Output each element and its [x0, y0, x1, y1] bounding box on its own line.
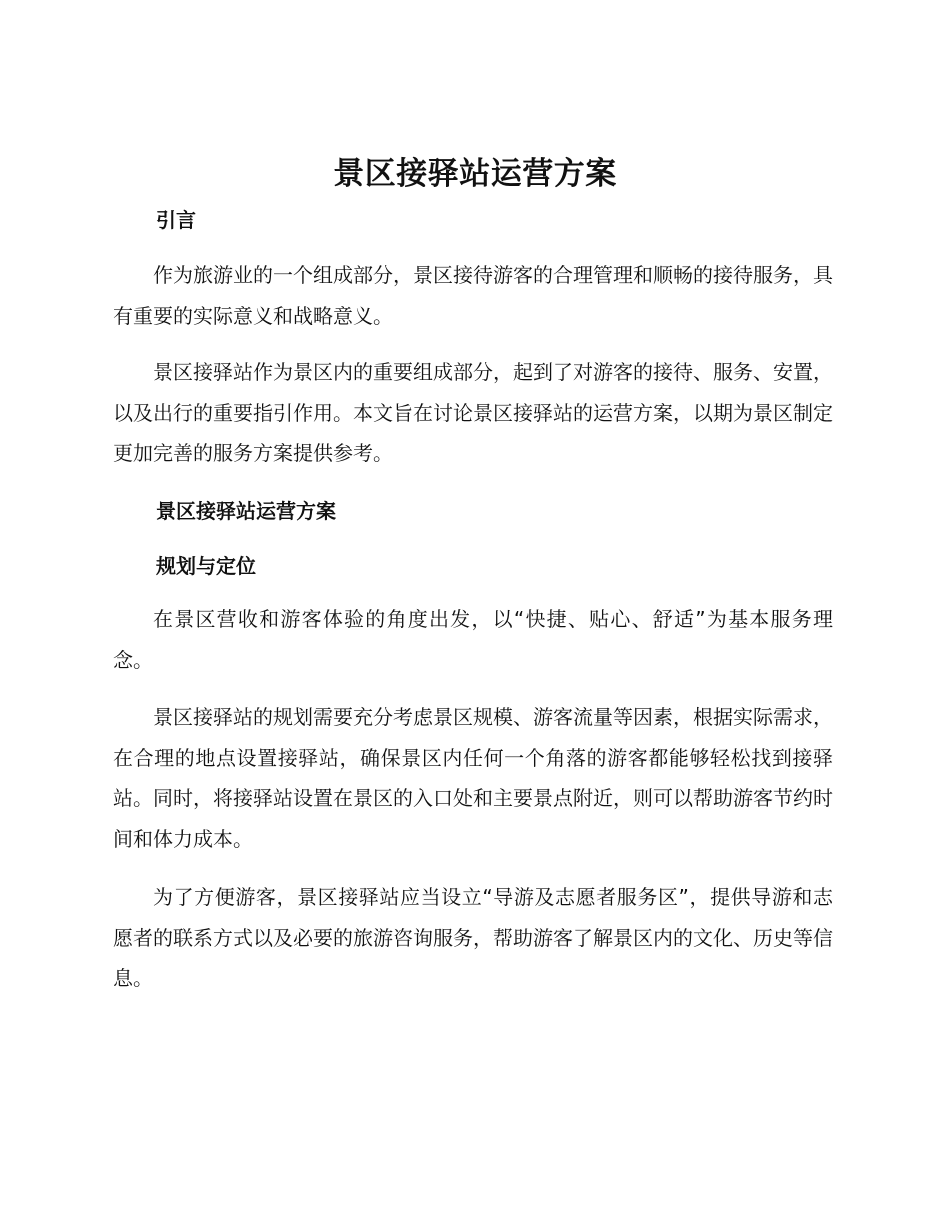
paragraph-guide-service-area: 为了方便游客，景区接驿站应当设立“导游及志愿者服务区”，提供导游和志愿者的联系方式以及必要的旅游咨询服务，帮助游客了解景区内的文化、历史等信息。 — [113, 885, 833, 990]
paragraph-service-concept: 在景区营收和游客体验的角度出发，以“快捷、贴心、舒适”为基本服务理念。 — [113, 607, 833, 672]
paragraph-station-planning: 景区接驿站的规划需要充分考虑景区规模、游客流量等因素，根据实际需求，在合理的地点设置接驿站，确保景区内任何一个角落的游客都能够轻松找到接驿站。同时，将接驿站设置在景区的入口处和主要景点附近，则可以帮助游客节约时间和体力成本。 — [113, 705, 833, 851]
section-heading-introduction: 引言 — [156, 208, 196, 232]
paragraph-intro-2: 景区接驿站作为景区内的重要组成部分，起到了对游客的接待、服务、安置，以及出行的重要指引作用。本文旨在讨论景区接驿站的运营方案，以期为景区制定更加完善的服务方案提供参考。 — [113, 360, 833, 465]
paragraph-intro-1: 作为旅游业的一个组成部分，景区接待游客的合理管理和顺畅的接待服务，具有重要的实际意义和战略意义。 — [113, 263, 833, 328]
section-heading-planning-positioning: 规划与定位 — [156, 554, 256, 578]
section-heading-operation-plan: 景区接驿站运营方案 — [156, 499, 336, 523]
document-title: 景区接驿站运营方案 — [333, 156, 617, 192]
